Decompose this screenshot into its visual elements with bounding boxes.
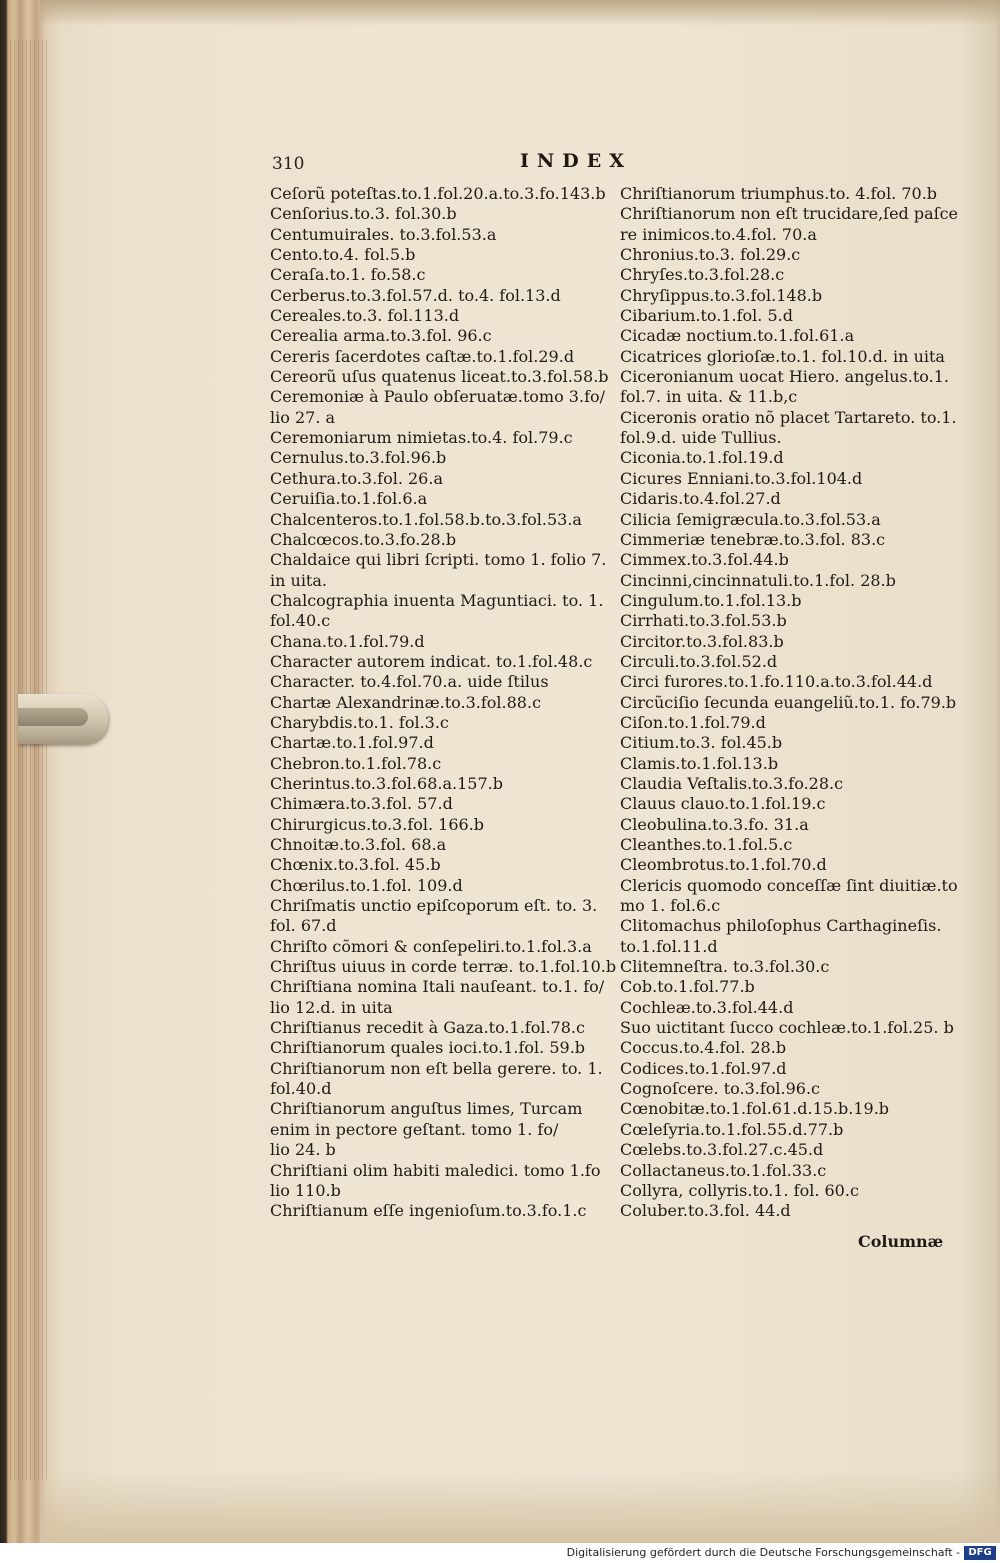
page-clip-band xyxy=(18,708,88,726)
index-entry: Cœnobitæ.to.1.fol.61.d.15.b.19.b xyxy=(620,1099,890,1119)
index-entry: Chriſtianorum non eſt trucidare,ſed paſce xyxy=(620,204,958,224)
index-entry: Clauus clauo.to.1.fol.19.c xyxy=(620,794,826,814)
index-entry: enim in pectore geſtant. tomo 1. fo/ xyxy=(270,1119,559,1139)
index-entry: Cingulum.to.1.fol.13.b xyxy=(620,590,802,610)
index-entry: Character. to.4.fol.70.a. uide ſtilus xyxy=(270,672,549,692)
index-entry: Cleobulina.to.3.fo. 31.a xyxy=(620,814,809,834)
index-entry: Cicatrices glorioſæ.to.1. fol.10.d. in uita xyxy=(620,346,945,366)
index-entry: Cincinni,cincinnatuli.to.1.fol. 28.b xyxy=(620,570,896,590)
index-entry: Cherintus.to.3.fol.68.a.157.b xyxy=(270,773,503,793)
index-entry: Cento.to.4. fol.5.b xyxy=(270,245,416,265)
index-entry: Cochleæ.to.3.fol.44.d xyxy=(620,997,794,1017)
index-entry: Clericis quomodo conceſſæ ſint diuitiæ.to xyxy=(620,875,958,895)
index-entry: lio 27. a xyxy=(270,407,336,427)
index-entry: Cicures Enniani.to.3.fol.104.d xyxy=(620,468,863,488)
index-entry: Chriſtiana nomina Itali nauſeant. to.1. fo/ xyxy=(270,977,605,997)
page-header xyxy=(272,150,962,180)
index-entry: lio 12.d. in uita xyxy=(270,997,393,1017)
index-entry: to.1.fol.11.d xyxy=(620,936,718,956)
index-entry: Ceruiſia.to.1.fol.6.a xyxy=(270,489,428,509)
index-entry: Chriſtianum eſſe ingenioſum.to.3.fo.1.c xyxy=(270,1201,587,1221)
running-head: INDEX xyxy=(520,150,632,172)
index-entry: Cœlebs.to.3.fol.27.c.45.d xyxy=(620,1140,824,1160)
page-number: 310 xyxy=(272,154,305,174)
index-entry: Ceſorũ poteſtas.to.1.fol.20.a.to.3.fo.143.b xyxy=(270,184,606,203)
digitization-credit: Digitalisierung gefördert durch die Deutsche Forschungsgemeinschaft - xyxy=(0,1543,1000,1563)
index-entry: Chirurgicus.to.3.fol. 166.b xyxy=(270,814,485,834)
index-entry: Cicadæ noctium.to.1.fol.61.a xyxy=(620,326,855,346)
index-entry: Ciſon.to.1.fol.79.d xyxy=(620,712,766,732)
index-entry: Ceremoniæ à Paulo obſeruatæ.tomo 3.fo/ xyxy=(270,387,606,407)
index-entry: Chriſtianorum anguſtus limes, Turcam xyxy=(270,1099,583,1119)
index-column-left xyxy=(270,184,615,1222)
index-entry: Cilicia ſemigræcula.to.3.fol.53.a xyxy=(620,509,881,529)
catchword: Columnæ xyxy=(858,1232,944,1251)
index-entry: Cernulus.to.3.fol.96.b xyxy=(270,448,447,468)
index-entry: Chriſtianorum non eſt bella gerere. to. 1. xyxy=(270,1058,603,1078)
index-entry: Coluber.to.3.fol. 44.d xyxy=(620,1201,791,1221)
index-entry: Chryſippus.to.3.fol.148.b xyxy=(620,285,823,305)
index-entry: Chœrilus.to.1.fol. 109.d xyxy=(270,875,463,895)
index-entry: Cirrhati.to.3.fol.53.b xyxy=(620,611,787,631)
index-entry: Coccus.to.4.fol. 28.b xyxy=(620,1038,787,1058)
index-entry: Cognoſcere. to.3.fol.96.c xyxy=(620,1079,820,1099)
index-entry: Chalcœcos.to.3.fo.28.b xyxy=(270,529,457,549)
index-entry: Cob.to.1.fol.77.b xyxy=(620,977,755,997)
index-entry: Chalcographia inuenta Maguntiaci. to. 1. xyxy=(270,590,604,610)
index-entry: fol.7. in uita. & 11.b,c xyxy=(620,387,798,407)
index-entry: Charybdis.to.1. fol.3.c xyxy=(270,712,449,732)
page-clip xyxy=(18,694,108,744)
index-entry: fol.40.c xyxy=(270,611,331,631)
index-entry: Circi furores.to.1.fo.110.a.to.3.fol.44.d xyxy=(620,672,933,692)
index-entry: Chaldaice qui libri ſcripti. tomo 1. folio 7. xyxy=(270,550,607,570)
index-entry: Citium.to.3. fol.45.b xyxy=(620,733,783,753)
index-entry: lio 24. b xyxy=(270,1140,336,1160)
index-entry: Chana.to.1.fol.79.d xyxy=(270,631,425,651)
index-entry: Cimmex.to.3.fol.44.b xyxy=(620,550,789,570)
index-entry: Chebron.to.1.fol.78.c xyxy=(270,753,442,773)
index-entry: Circitor.to.3.fol.83.b xyxy=(620,631,784,651)
index-entry: Cereris ſacerdotes caſtæ.to.1.fol.29.d xyxy=(270,346,575,366)
index-entry: Cœleſyria.to.1.fol.55.d.77.b xyxy=(620,1119,844,1139)
index-entry: in uita. xyxy=(270,570,327,590)
index-entry: Chartæ Alexandrinæ.to.3.fol.88.c xyxy=(270,692,542,712)
index-entry: Chriſtianorum quales ioci.to.1.fol. 59.b xyxy=(270,1038,586,1058)
index-entry: Circuli.to.3.fol.52.d xyxy=(620,651,778,671)
index-entry: Cereorũ uſus quatenus liceat.to.3.fol.58.b xyxy=(270,367,609,387)
index-entry: Cerealia arma.to.3.fol. 96.c xyxy=(270,326,492,346)
index-entry: Centumuirales. to.3.fol.53.a xyxy=(270,224,497,244)
index-entry: Cethura.to.3.fol. 26.a xyxy=(270,468,443,488)
index-entry: fol.40.d xyxy=(270,1079,332,1099)
index-entry: Cibarium.to.1.fol. 5.d xyxy=(620,306,793,326)
index-entry: Cimmeriæ tenebræ.to.3.fol. 83.c xyxy=(620,529,886,549)
index-entry: Chronius.to.3. fol.29.c xyxy=(620,245,801,265)
index-entry: Chnoitæ.to.3.fol. 68.a xyxy=(270,835,447,854)
index-entry: Ciceronis oratio nõ placet Tartareto. to.1. xyxy=(620,407,957,427)
index-entry: fol. 67.d xyxy=(270,916,337,936)
index-entry: Suo uictitant ſucco cochleæ.to.1.fol.25. b xyxy=(620,1018,954,1038)
index-entry: Chriſtiani olim habiti maledici. tomo 1.fo xyxy=(270,1160,601,1180)
index-entry: Chriſtianorum triumphus.to. 4.fol. 70.b xyxy=(620,184,938,203)
index-entry: Circũciſio ſecunda euangeliũ.to.1. fo.79.b xyxy=(620,692,957,712)
index-entry: Chalcenteros.to.1.fol.58.b.to.3.fol.53.a xyxy=(270,509,582,529)
index-entry: Chimæra.to.3.fol. 57.d xyxy=(270,794,453,814)
index-entry: lio 110.b xyxy=(270,1180,341,1200)
index-entry: Chriſto cõmori & conſepeliri.to.1.fol.3.a xyxy=(270,936,592,956)
index-entry: Collactaneus.to.1.fol.33.c xyxy=(620,1160,827,1180)
index-column-right xyxy=(620,184,965,1222)
index-entry: Character autorem indicat. to.1.fol.48.c xyxy=(270,651,593,671)
index-entry: Chriſtianus recedit à Gaza.to.1.fol.78.c xyxy=(270,1018,585,1038)
index-entry: Claudia Veſtalis.to.3.fo.28.c xyxy=(620,773,844,793)
index-entry: mo 1. fol.6.c xyxy=(620,896,721,916)
index-entry: Clitemneſtra. to.3.fol.30.c xyxy=(620,957,830,977)
index-entry: Cereales.to.3. fol.113.d xyxy=(270,306,460,326)
index-entry: Cleanthes.to.1.fol.5.c xyxy=(620,835,793,854)
index-entry: Chartæ.to.1.fol.97.d xyxy=(270,733,434,753)
index-entry: Collyra, collyris.to.1. fol. 60.c xyxy=(620,1180,859,1200)
index-entry: Clamis.to.1.fol.13.b xyxy=(620,753,779,773)
index-entry: Chœnix.to.3.fol. 45.b xyxy=(270,855,441,875)
index-entry: Codices.to.1.fol.97.d xyxy=(620,1058,787,1078)
index-entry: re inimicos.to.4.fol. 70.a xyxy=(620,224,817,244)
index-entry: Cleombrotus.to.1.fol.70.d xyxy=(620,855,827,875)
index-entry: fol.9.d. uide Tullius. xyxy=(620,428,782,448)
index-entry: Ceraſa.to.1. fo.58.c xyxy=(270,265,426,285)
index-entry: Ciceronianum uocat Hiero. angelus.to.1. xyxy=(620,367,949,387)
index-entry: Chriſmatis unctio epiſcoporum eſt. to. 3. xyxy=(270,896,598,916)
page-top-shadow xyxy=(40,0,1000,26)
dfg-logo: DFG xyxy=(964,1546,996,1560)
book-page-edges xyxy=(6,40,50,1480)
index-entry: Ciconia.to.1.fol.19.d xyxy=(620,448,784,468)
index-entry: Cerberus.to.3.fol.57.d. to.4. fol.13.d xyxy=(270,285,561,305)
index-entry: Clitomachus philoſophus Carthagineſis. xyxy=(620,916,942,936)
index-entry: Ceremoniarum nimietas.to.4. fol.79.c xyxy=(270,428,573,448)
page-bottom-shade xyxy=(40,1470,1000,1543)
index-entry: Chryſes.to.3.fol.28.c xyxy=(620,265,785,285)
index-entry: Chriſtus uiuus in corde terræ. to.1.fol.10.b xyxy=(270,957,617,977)
index-entry: Cidaris.to.4.fol.27.d xyxy=(620,489,781,509)
index-entry: Cenſorius.to.3. fol.30.b xyxy=(270,204,457,224)
